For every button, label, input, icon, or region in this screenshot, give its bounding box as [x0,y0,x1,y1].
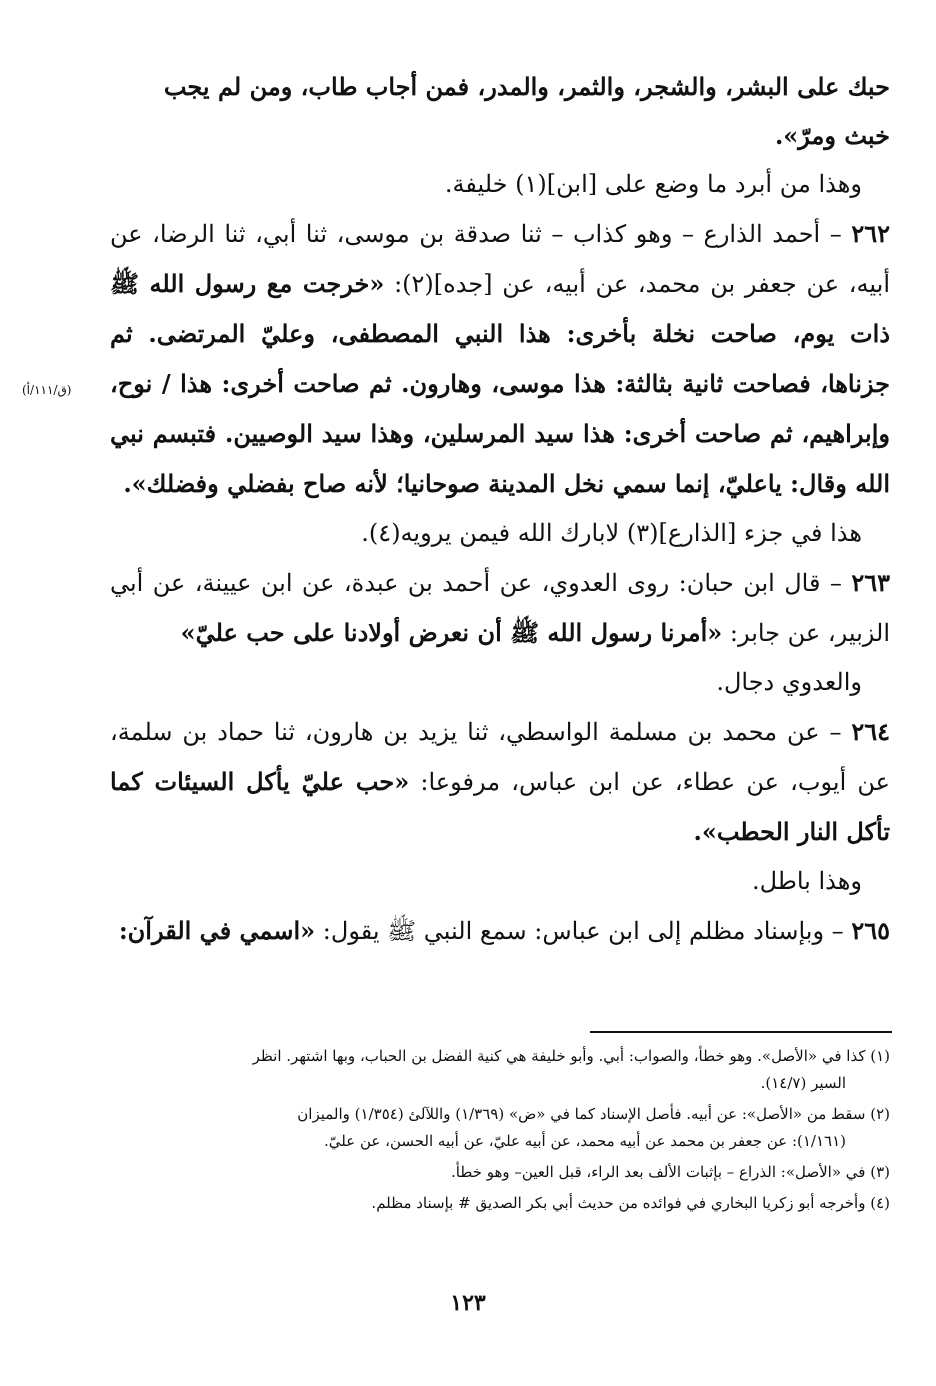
hadith-number: ٢٦٥ [851,916,890,945]
hadith-isnad: – وبإسناد مظلم إلى ابن عباس: سمع النبي ﷺ يقول: [315,917,844,945]
hadith-matn: «حب عليّ يأكل السيئات كما تأكل النار الحطب». [110,767,890,846]
hadith-262 [110,209,890,509]
hadith-matn: «اسمي في القرآن: [118,916,316,945]
footnote-3: (٣) في «الأصل»: الذراع – بإثبات الألف بعد الراء، قبل العين– وهو خطأ. [451,1163,890,1181]
paragraph-continuation [110,62,890,160]
footnote-line: (١/١٦١): عن جعفر بن محمد عن أبيه محمد، عن أبيه عليّ، عن أبيه الحسن، عن عليّ. [324,1132,846,1150]
hadith-matn: «خرجت مع رسول الله ﷺ ذات يوم، صاحت نخلة بأخرى: هذا النبي المصطفى، وعليّ المرتضى. ثم جزناها، فصاحت ثانية بثالثة: هذا موسى، وهارون. ثم صاحت أخرى: هذا / نوح، وإبراهيم، ثم صاحت أخرى: هذا سيد المرسلين، وهذا سيد الوصيين. فتبسم نبي الله وقال: ياعليّ، إنما سمي نخل المدينة صوحانيا؛ لأنه صاح بفضلي وفضلك». [110,269,890,498]
footnote-4: (٤) وأخرجه أبو زكريا البخاري في فوائده من حديث أبي بكر الصديق # بإسناد مظلم. [371,1194,890,1212]
hadith-264 [110,707,890,857]
hadith-matn: «أمرنا رسول الله ﷺ أن نعرض أولادنا على حب عليّ» [180,618,723,647]
footnote-separator [590,1031,892,1033]
footnotes [112,1043,890,1221]
footnote-1 [112,1043,890,1097]
paragraph-line: خبث ومرّ». [774,121,890,150]
hadith-isnad: – قال ابن حبان: روى العدوي، عن أحمد بن عبدة، عن ابن عيينة، عن أبي الزبير، عن جابر: [110,569,890,647]
footnote-line: (١) كذا في «الأصل». وهو خطأ، والصواب: أبي. وأبو خليفة هي كنية الفضل بن الحباب، وبها اشتهر. انظر [252,1047,890,1065]
comment-paragraph: والعدوي دجال. [716,668,862,696]
hadith-number: ٢٦٢ [851,219,890,248]
footnote-line: السير (١٤/٧). [760,1074,846,1092]
hadith-isnad: – أحمد الذارع – وهو كذاب – ثنا صدقة بن موسى، ثنا أبي، ثنا الرضا، عن أبيه، عن جعفر بن محمد، عن أبيه، عن [جده](٢): [110,220,890,298]
paragraph-line: حبك على البشر، والشجر، والثمر، والمدر، فمن أجاب طاب، ومن لم يجب [163,72,890,101]
comment-paragraph: وهذا باطل. [751,867,862,895]
hadith-number: ٢٦٤ [851,717,891,746]
page-number: ١٢٣ [450,1290,486,1316]
hadith-263 [110,558,890,658]
hadith-isnad: – عن محمد بن مسلمة الواسطي، ثنا يزيد بن هارون، ثنا حماد بن سلمة، عن أيوب، عن عطاء، عن ابن عباس، مرفوعا: [110,718,890,796]
footnote-2 [112,1101,890,1155]
comment-paragraph: هذا في جزء [الذارع](٣) لابارك الله فيمن يرويه(٤). [361,519,862,547]
manuscript-folio-note: (ق/١١١/أ) [22,383,72,397]
footnote-line: (٢) سقط من «الأصل»: عن أبيه. فأصل الإسناد كما في «ض» (١/٣٦٩) واللآلئ (١/٣٥٤) والميزان [297,1105,890,1123]
comment-paragraph: وهذا من أبرد ما وضع على [ابن](١) خليفة. [444,170,862,198]
main-text [110,62,890,956]
hadith-number: ٢٦٣ [851,568,890,597]
hadith-265 [110,906,890,956]
